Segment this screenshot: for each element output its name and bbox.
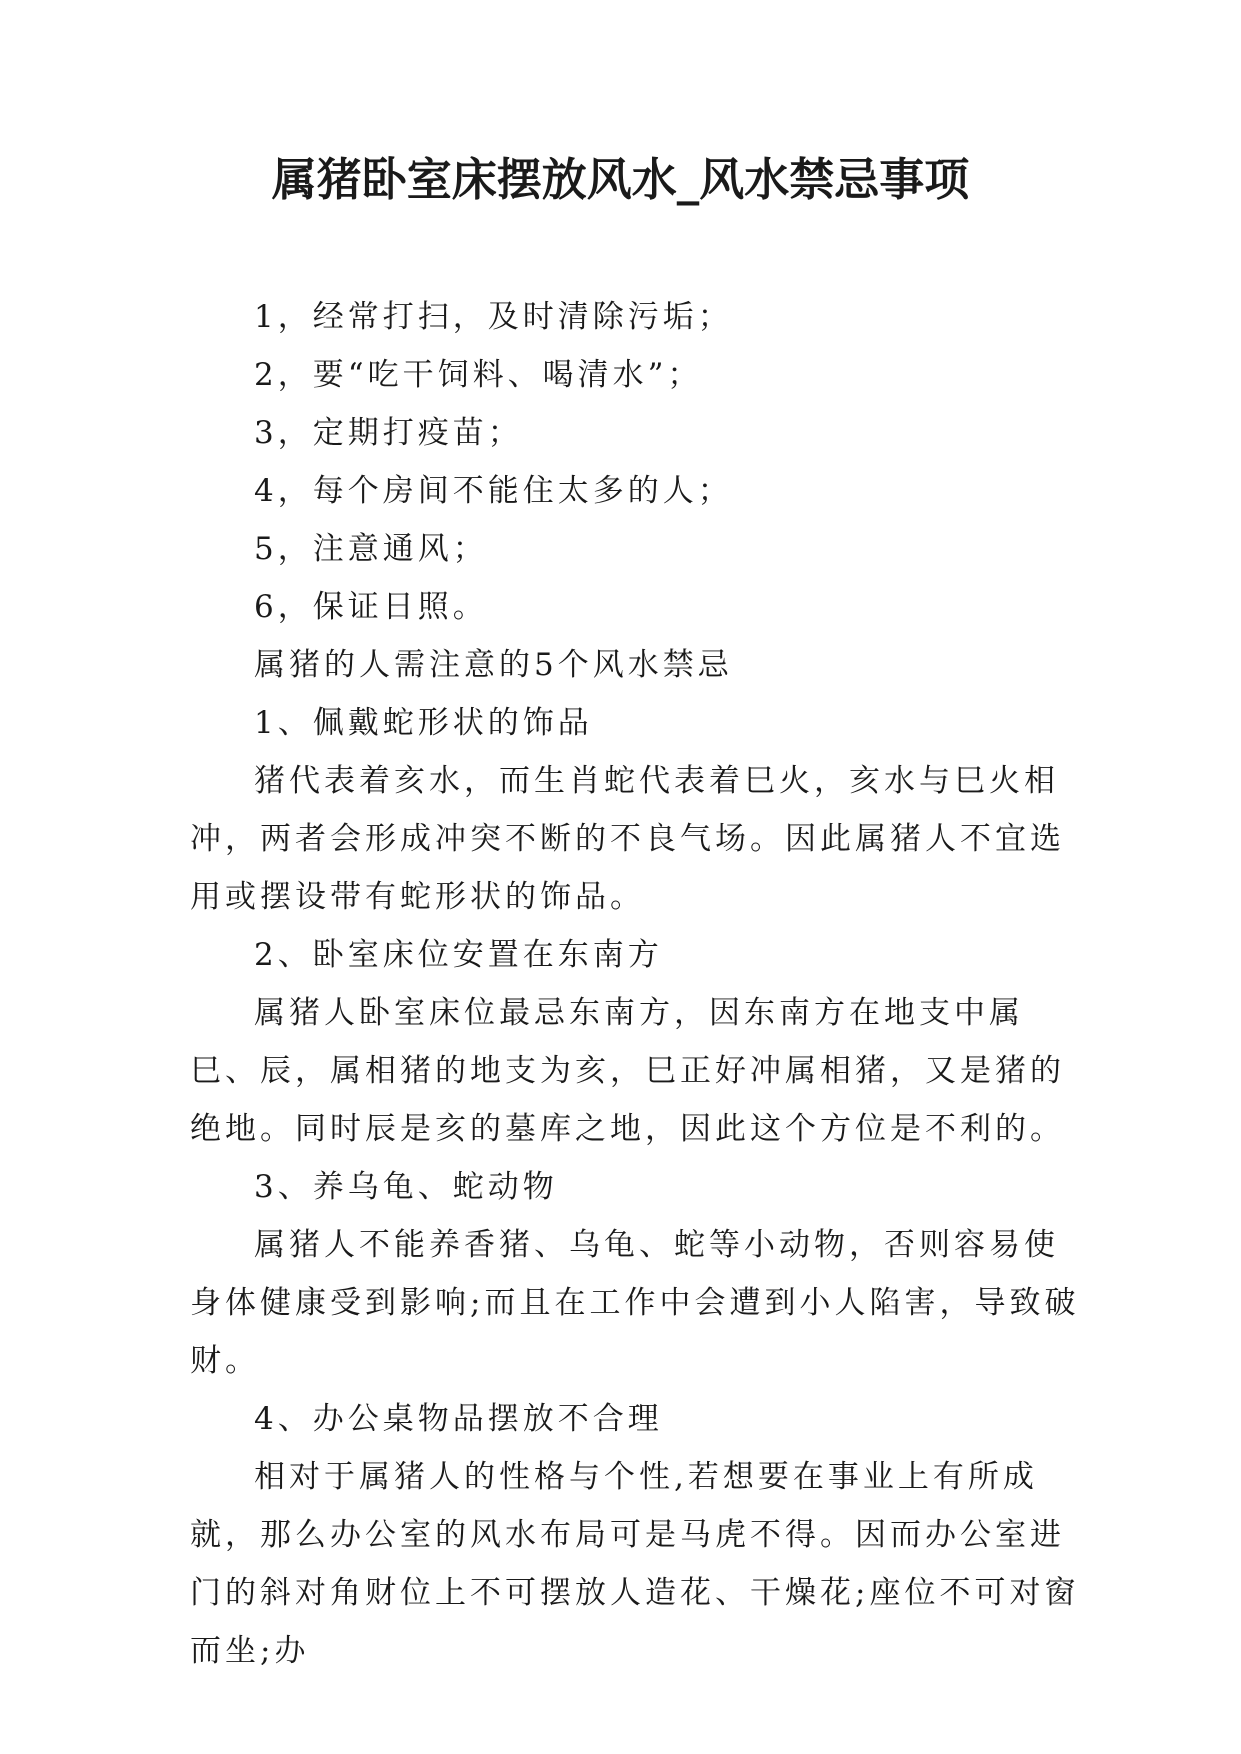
paragraph: 2，要“吃干饲料、喝清水”； bbox=[254, 357, 703, 393]
subheading: 4、办公桌物品摆放不合理 bbox=[254, 1401, 663, 1437]
subheading: 3、养乌龟、蛇动物 bbox=[254, 1169, 558, 1205]
paragraph: 属猪人不能养香猪、乌龟、蛇等小动物，否则容易使身体健康受到影响;而且在工作中会遭到小人陷害，导致破财。 bbox=[190, 1227, 1080, 1379]
subheading: 2、卧室床位安置在东南方 bbox=[254, 937, 663, 973]
paragraph: 3，定期打疫苗； bbox=[254, 415, 523, 451]
section-heading: 属猪的人需注意的5个风水禁忌 bbox=[254, 647, 733, 683]
paragraph: 猪代表着亥水，而生肖蛇代表着巳火，亥水与巳火相冲，两者会形成冲突不断的不良气场。因此属猪人不宜选用或摆设带有蛇形状的饰品。 bbox=[190, 763, 1065, 915]
document-body bbox=[190, 288, 1080, 1680]
paragraph: 4，每个房间不能住太多的人； bbox=[254, 473, 733, 509]
paragraph: 5，注意通风； bbox=[254, 531, 488, 567]
paragraph: 相对于属猪人的性格与个性,若想要在事业上有所成就，那么办公室的风水布局可是马虎不得。因而办公室进门的斜对角财位上不可摆放人造花、干燥花;座位不可对窗而坐;办 bbox=[190, 1459, 1080, 1669]
document-title: 属猪卧室床摆放风水_风水禁忌事项 bbox=[271, 153, 970, 206]
paragraph: 1，经常打扫，及时清除污垢； bbox=[254, 299, 733, 335]
paragraph: 6，保证日照。 bbox=[254, 589, 488, 625]
subheading: 1、佩戴蛇形状的饰品 bbox=[254, 705, 593, 741]
paragraph: 属猪人卧室床位最忌东南方，因东南方在地支中属巳、辰，属相猪的地支为亥，巳正好冲属相猪，又是猪的绝地。同时辰是亥的墓库之地，因此这个方位是不利的。 bbox=[190, 995, 1065, 1147]
